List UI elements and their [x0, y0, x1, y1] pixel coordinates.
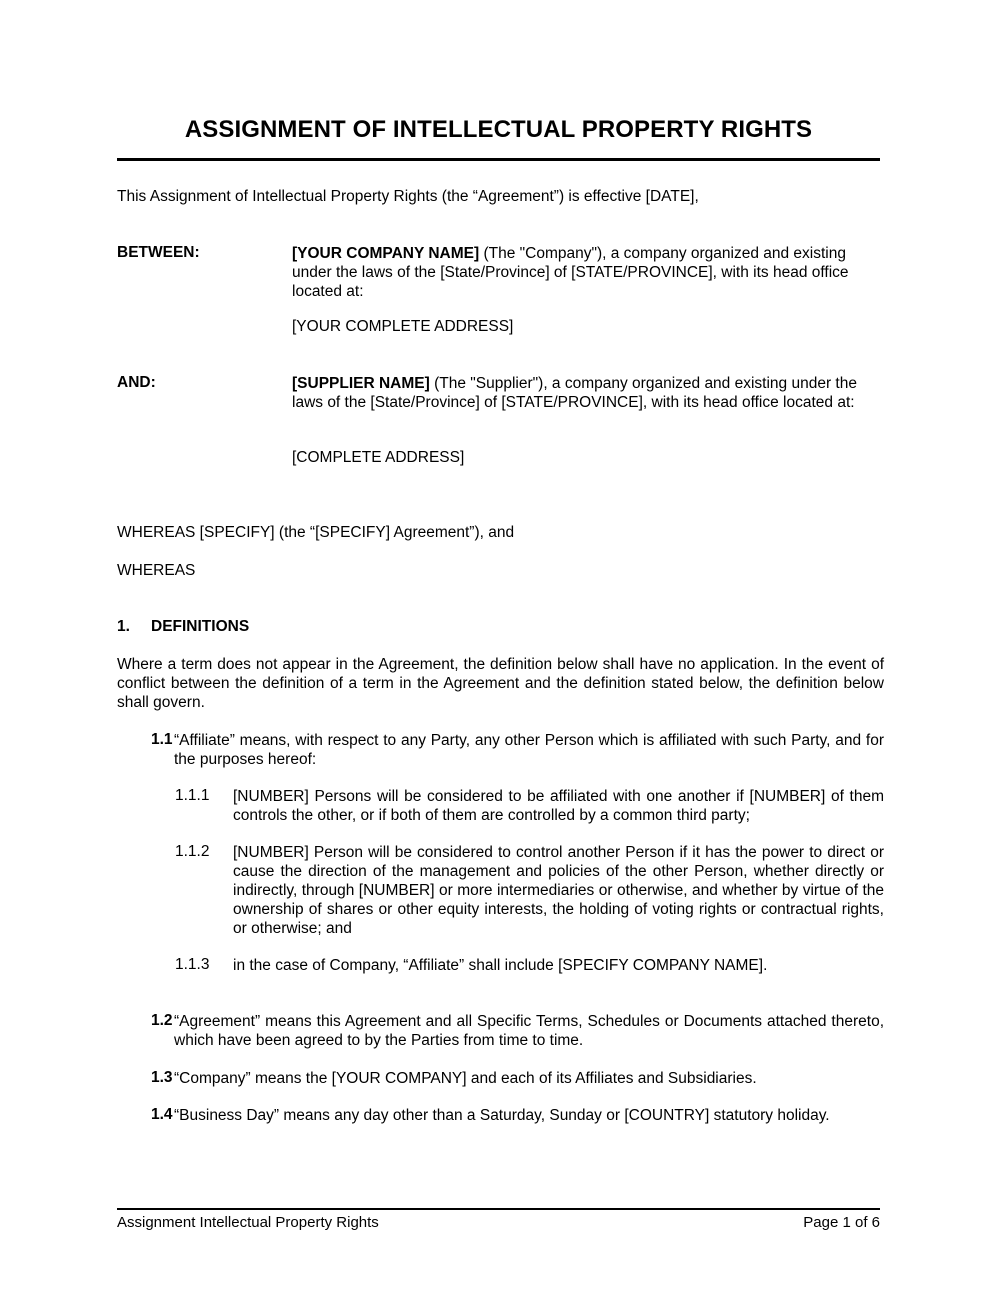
definition-1-1-text: “Affiliate” means, with respect to any Party, any other Person which is affiliated with such Party, and for the purposes hereof: — [174, 732, 884, 768]
definition-1-2-number: 1.2 — [151, 1012, 173, 1029]
company-party-description — [292, 244, 884, 301]
footer-divider — [117, 1208, 880, 1210]
and-label: AND: — [117, 374, 156, 391]
section-1-heading: DEFINITIONS — [151, 618, 250, 635]
subdefinition-1-1-1-number: 1.1.1 — [175, 787, 210, 804]
supplier-description: (The "Supplier"), a company organized and existing under the laws of the [State/Province] of [STATE/PROVINCE], with its head office located at: — [292, 375, 857, 411]
company-name: [YOUR COMPANY NAME] — [292, 245, 480, 262]
definition-1-4-number: 1.4 — [151, 1106, 173, 1123]
subdefinition-1-1-2-number: 1.1.2 — [175, 843, 210, 860]
intro-paragraph: This Assignment of Intellectual Property Rights (the “Agreement”) is effective [DATE], — [117, 188, 699, 205]
definition-1-3-text: “Company” means the [YOUR COMPANY] and each of its Affiliates and Subsidiaries. — [174, 1070, 757, 1087]
whereas-clause-2: WHEREAS — [117, 562, 196, 579]
definition-1-4-text: “Business Day” means any day other than a Saturday, Sunday or [COUNTRY] statutory holiday. — [174, 1107, 830, 1124]
company-description: (The "Company"), a company organized and existing under the laws of the [State/Province] of [STATE/PROVINCE], with its head office located at: — [292, 245, 849, 300]
subdefinition-1-1-2-text: [NUMBER] Person will be considered to control another Person if it has the power to direct or cause the direction of the management and policies of the other Person, whether directly or indirectly, through [NUMBER] or more intermediaries or otherwise, and whether by virtue of the ownership of shares or other equity interests, the holding of voting rights or contractual rights, or otherwise; and — [233, 844, 884, 937]
supplier-party-description — [292, 374, 877, 412]
supplier-address: [COMPLETE ADDRESS] — [292, 449, 465, 466]
document-title: ASSIGNMENT OF INTELLECTUAL PROPERTY RIGHTS — [184, 116, 813, 143]
title-divider — [117, 158, 880, 161]
section-1-number: 1. — [117, 618, 130, 635]
whereas-clause-1: WHEREAS [SPECIFY] (the “[SPECIFY] Agreement”), and — [117, 524, 515, 541]
definition-1-1-number: 1.1 — [151, 731, 173, 748]
company-address: [YOUR COMPLETE ADDRESS] — [292, 318, 514, 335]
between-label: BETWEEN: — [117, 244, 200, 261]
subdefinition-1-1-1-text: [NUMBER] Persons will be considered to be affiliated with one another if [NUMBER] of them controls the other, or if both of them are controlled by a common third party; — [233, 788, 884, 824]
definition-1-2-text: “Agreement” means this Agreement and all Specific Terms, Schedules or Documents attached thereto, which have been agreed to by the Parties from time to time. — [174, 1013, 884, 1049]
supplier-name: [SUPPLIER NAME] — [292, 375, 430, 392]
footer-page-number: Page 1 of 6 — [803, 1214, 880, 1231]
subdefinition-1-1-3-text: in the case of Company, “Affiliate” shall include [SPECIFY COMPANY NAME]. — [233, 957, 768, 974]
definitions-intro: Where a term does not appear in the Agreement, the definition below shall have no application. In the event of conflict between the definition of a term in the Agreement and the definition stated below, the definition below shall govern. — [117, 656, 884, 711]
subdefinition-1-1-3-number: 1.1.3 — [175, 956, 210, 973]
footer-document-name: Assignment Intellectual Property Rights — [117, 1214, 379, 1231]
definition-1-3-number: 1.3 — [151, 1069, 173, 1086]
